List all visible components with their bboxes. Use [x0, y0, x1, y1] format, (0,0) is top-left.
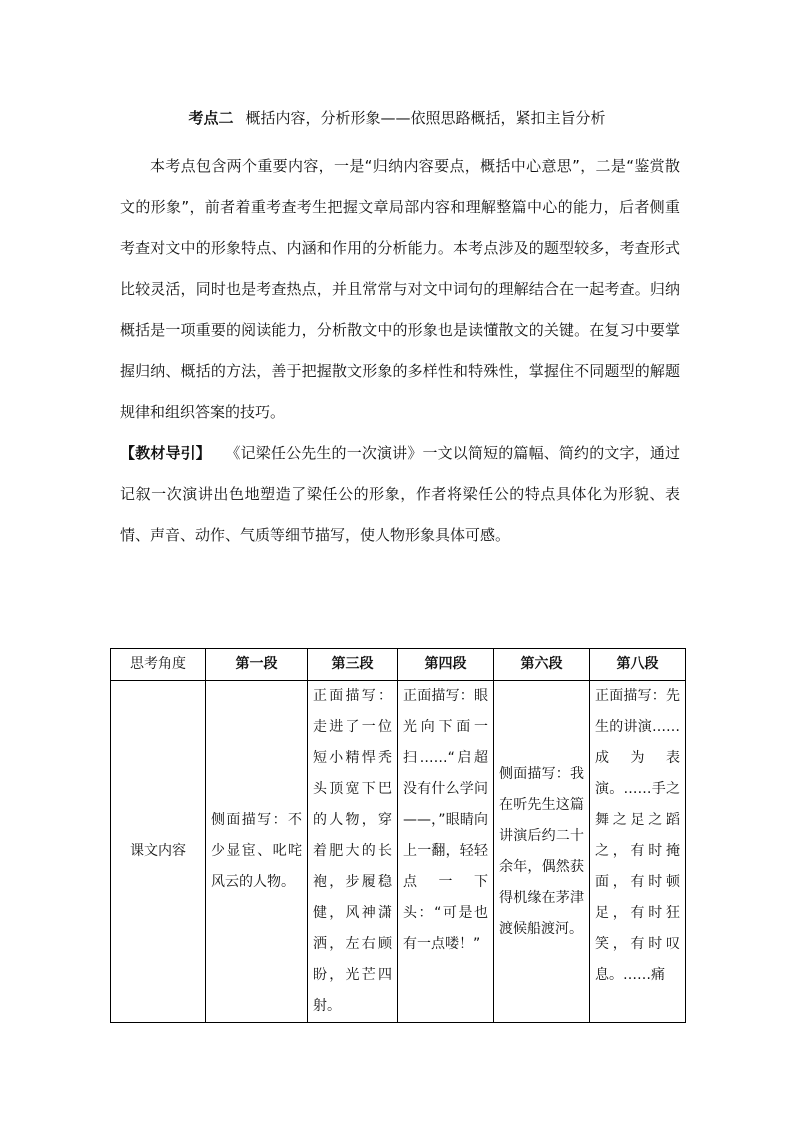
- section-heading: [0, 108, 794, 128]
- table-row: [111, 681, 686, 1023]
- heading-title: 概括内容，分析形象——依照思路概括，紧扣主旨分析: [245, 109, 606, 127]
- header-para-1: 第一段: [206, 649, 308, 681]
- header-para-4: 第四段: [398, 649, 494, 681]
- guide-text: 《记梁任公先生的一次演讲》一文以简短的篇幅、简约的文字，通过记叙一次演讲出色地塑造了梁任公的形象，作者将梁任公的特点具体化为形貌、表情、声音、动作、气质等细节描写，使人物形象具体可感。: [120, 444, 680, 544]
- header-para-8: 第八段: [590, 649, 686, 681]
- row-label-content: 课文内容: [111, 681, 206, 1023]
- header-para-3: 第三段: [308, 649, 398, 681]
- cell-para-6: 侧面描写：我在听先生这篇讲演后约二十余年，偶然获得机缘在茅津渡候船渡河。: [494, 681, 590, 1023]
- table-header-row: [111, 649, 686, 681]
- cell-para-4: 正面描写：眼光向下面一扫……“启超没有什么学问——，”眼睛向上一翻，轻轻点一下头：“可是也有一点喽！”: [398, 681, 494, 1023]
- heading-label: 考点二: [188, 109, 234, 127]
- cell-para-1: 侧面描写：不少显宦、叱咤风云的人物。: [206, 681, 308, 1023]
- guide-label: 【教材导引】: [120, 444, 211, 462]
- guide-paragraph: [120, 433, 680, 556]
- intro-paragraph: 本考点包含两个重要内容，一是“归纳内容要点，概括中心意思”，二是“鉴赏散文的形象”，前者着重考查考生把握文章局部内容和理解整篇中心的能力，后者侧重考查对文中的形象特点、内涵和作用的分析能力。本考点涉及的题型较多，考查形式比较灵活，同时也是考查热点，并且常常与对文中词句的理解结合在一起考查。归纳概括是一项重要的阅读能力，分析散文中的形象也是读懂散文的关键。在复习中要掌握归纳、概括的方法，善于把握散文形象的多样性和特殊性，掌握住不同题型的解题规律和组织答案的技巧。: [120, 157, 680, 421]
- header-perspective: 思考角度: [111, 649, 206, 681]
- cell-para-8: 正面描写：先生的讲演……成为表演。……手之舞之足之蹈之，有时掩面，有时顿足，有时狂笑，有时叹息。……痛: [590, 681, 686, 1023]
- header-para-6: 第六段: [494, 649, 590, 681]
- analysis-table: [110, 648, 686, 1023]
- body-text: [120, 146, 680, 556]
- cell-para-3: 正面描写：走进了一位短小精悍秃头顶宽下巴的人物，穿着肥大的长袍，步履稳健，风神潇洒，左右顾盼，光芒四射。: [308, 681, 398, 1023]
